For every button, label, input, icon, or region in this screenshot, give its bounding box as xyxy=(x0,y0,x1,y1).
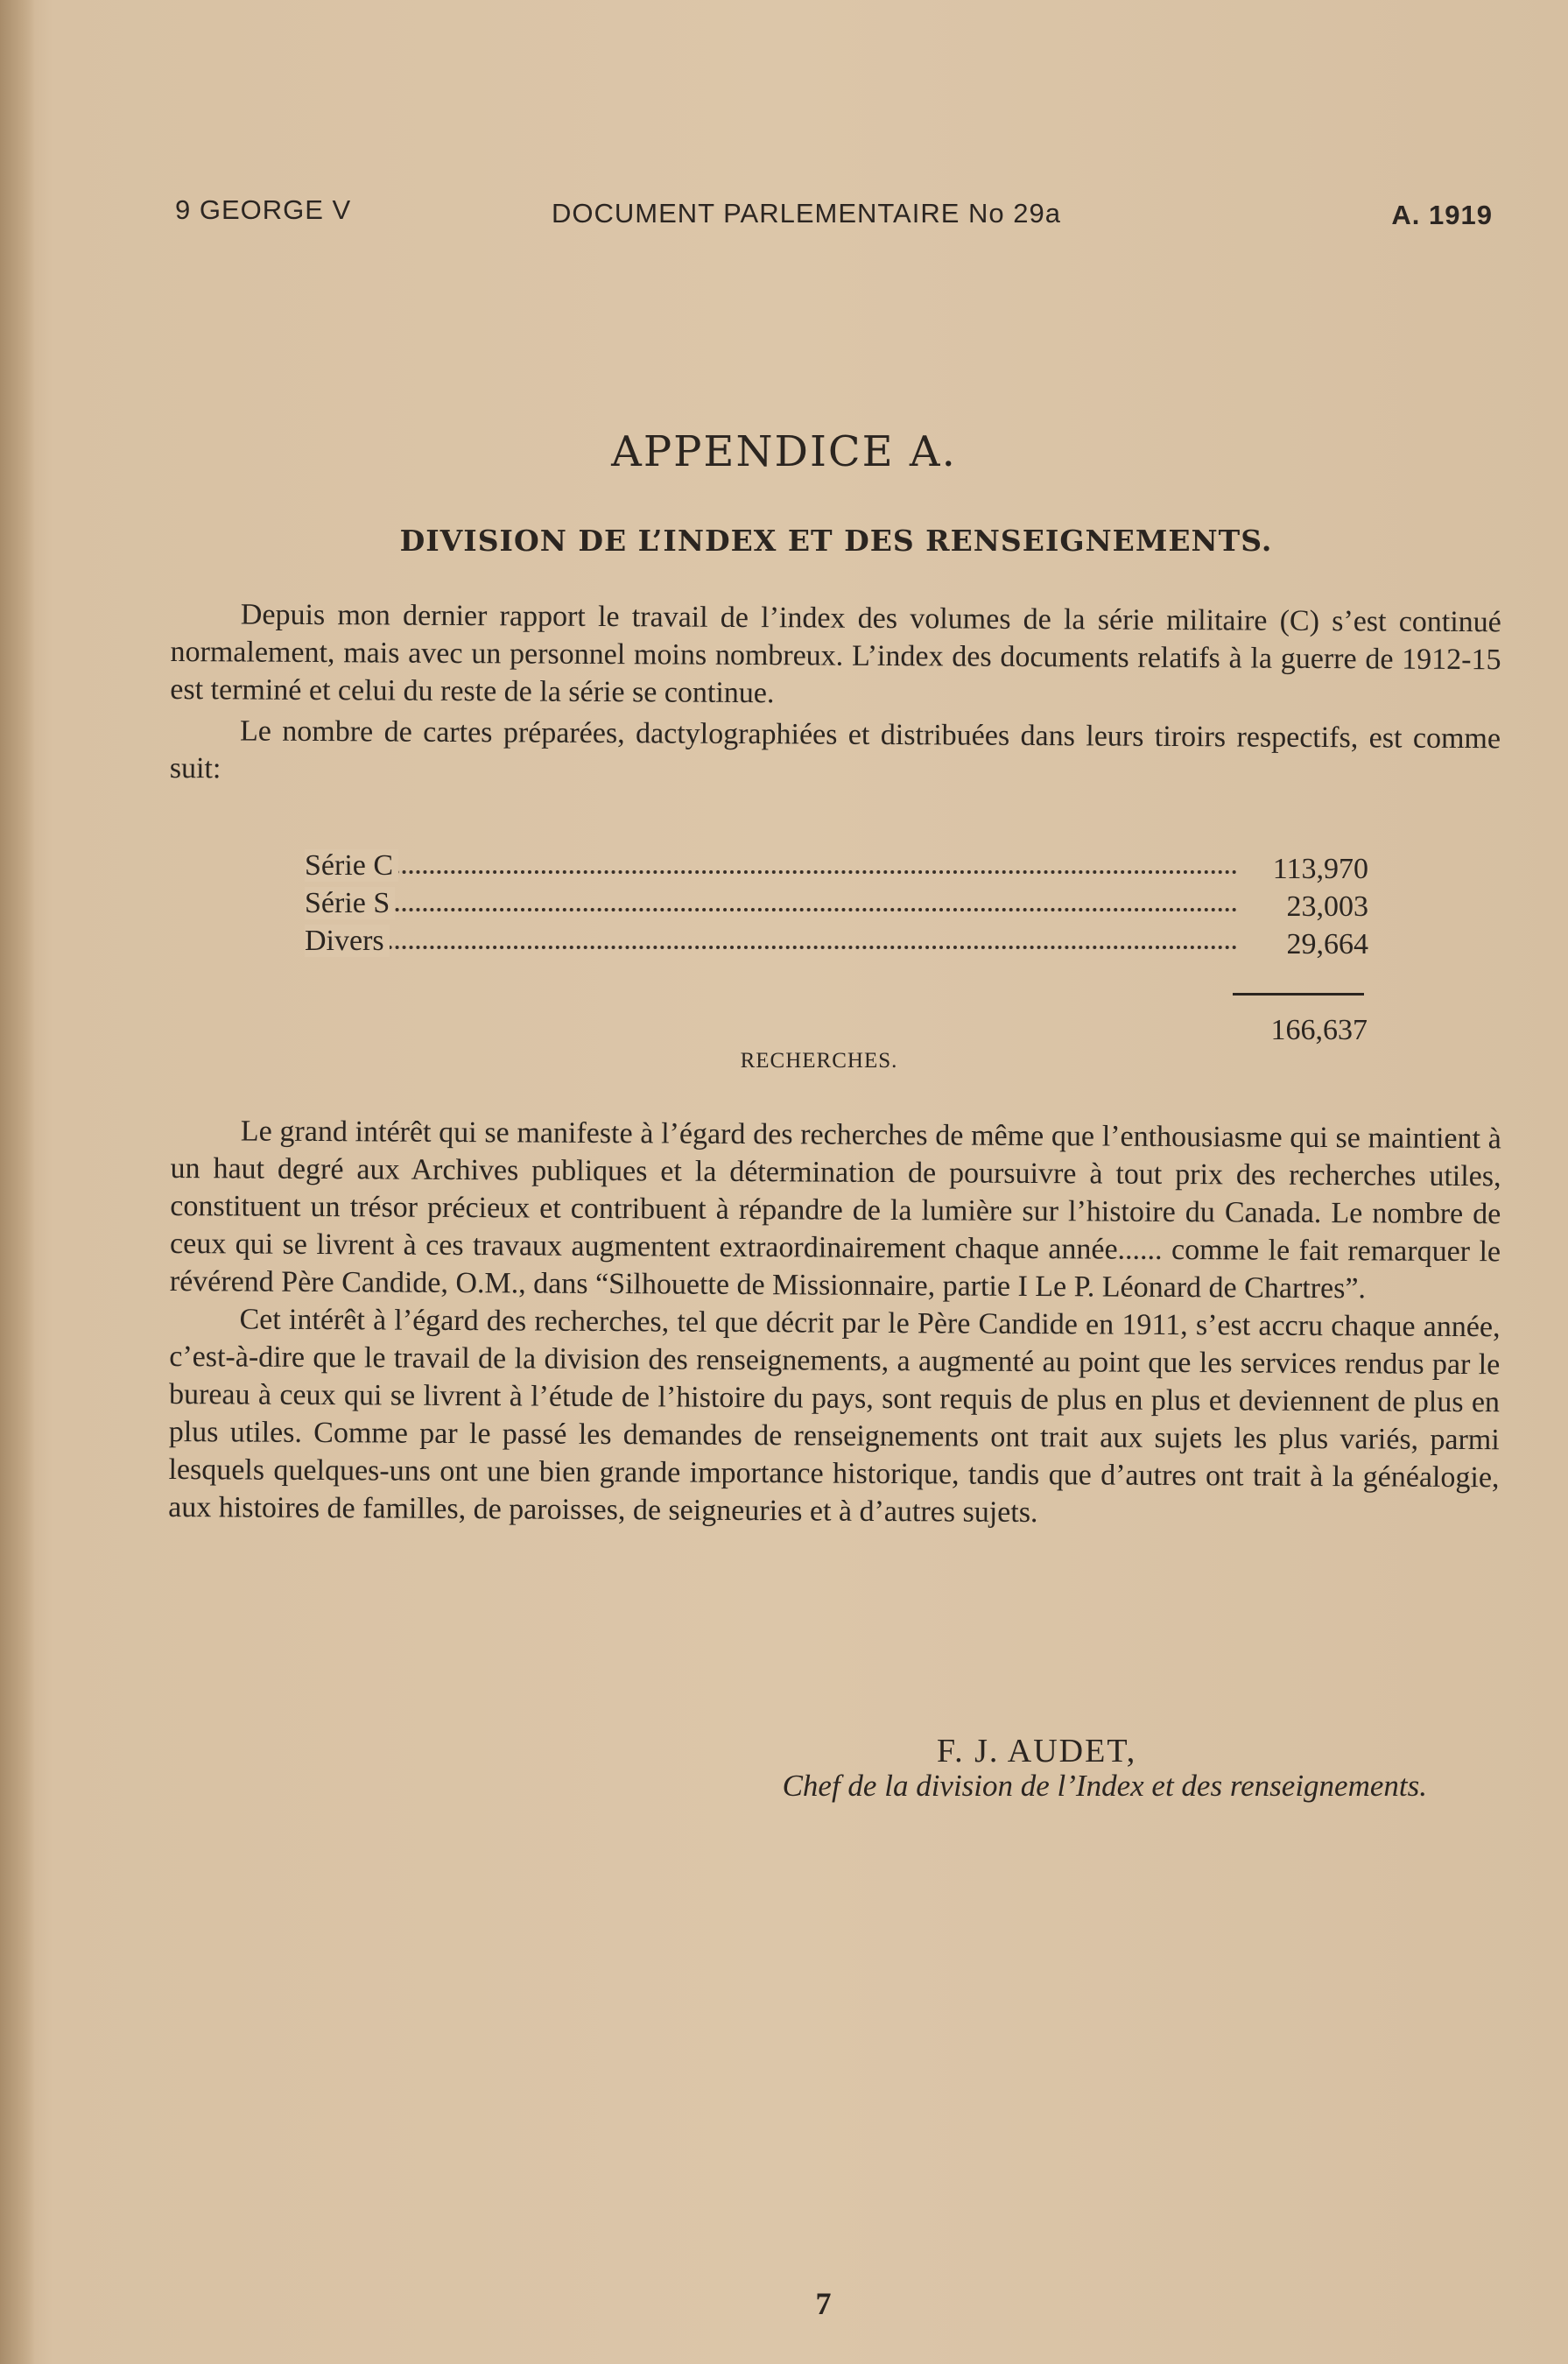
research-text xyxy=(168,1112,1501,1534)
stat-value: 113,970 xyxy=(1272,853,1368,885)
signature-name: F. J. AUDET, xyxy=(937,1733,1137,1769)
stat-value: 29,664 xyxy=(1286,928,1368,960)
header-left: 9 GEORGE V xyxy=(175,194,352,225)
stat-label: Série C xyxy=(305,849,398,882)
paragraph: Le grand intérêt qui se manifeste à l’égard des recherches de même que l’enthousiasme qui se maintient à un haut degré aux Archives publiques et la détermination de poursuivre à tout prix des recherches utiles, constituent un trésor précieux et contribuent à répandre de la lumière sur l’histoire du Canada. Le nombre de ceux qui se livrent à ces travaux augmentent extraordinairement chaque année...... comme le fait remarquer le révérend Père Candide, O.M., dans “Silhouette de Missionnaire, partie I Le P. Léonard de Chartres”. xyxy=(169,1115,1501,1305)
section-heading: RECHERCHES. xyxy=(740,1049,898,1073)
stat-row-serie-s xyxy=(305,887,1368,925)
page-subtitle: DIVISION DE L’INDEX ET DES RENSEIGNEMENTS. xyxy=(399,524,1273,558)
signature-title: Chef de la division de l’Index et des renseignements. xyxy=(782,1769,1427,1803)
paragraph: Cet intérêt à l’égard des recherches, tel que décrit par le Père Candide en 1911, s’est accru chaque année, c’est-à-dire que le travail de la division des renseignements, a augmenté au point que les services rendus par le bureau à ceux qui se livrent à l’étude de l’histoire du pays, sont requis de plus en plus et deviennent de plus en plus utiles. Comme par le passé les demandes de renseignements ont trait aux sujets les plus variés, parmi lesquels quelques-uns ont une bien grande importance historique, tandis que d’autres ont trait à la généalogie, aux histoires de familles, de paroisses, de seigneuries et à d’autres sujets. xyxy=(168,1303,1501,1530)
stat-row-serie-c xyxy=(305,849,1368,888)
page-binding-edge xyxy=(0,0,35,2364)
stat-label: Divers xyxy=(305,925,390,957)
dot-leader xyxy=(305,908,1237,911)
stat-label: Série S xyxy=(305,887,395,919)
total-rule xyxy=(1233,993,1364,996)
header-center: DOCUMENT PARLEMENTAIRE No 29a xyxy=(552,198,1061,229)
dot-leader xyxy=(305,870,1237,874)
page-title: APPENDICE A. xyxy=(611,427,957,476)
header-right: A. 1919 xyxy=(1391,200,1493,230)
stat-row-divers xyxy=(305,925,1368,963)
page-number: 7 xyxy=(815,2286,832,2321)
running-header xyxy=(175,194,1493,229)
paragraph: Le nombre de cartes préparées, dactylographiées et distribuées dans leurs tiroirs respectifs, est comme suit: xyxy=(169,714,1501,785)
total-value: 166,637 xyxy=(1270,1014,1368,1046)
intro-text xyxy=(170,595,1501,795)
paragraph: Depuis mon dernier rapport le travail de l’index des volumes de la série militaire (C) s’est continué normalement, mais avec un personnel moins nombreux. L’index des documents relatifs à la guerre de 1912-15 est terminé et celui du reste de la série se continue. xyxy=(170,598,1501,710)
stat-value: 23,003 xyxy=(1286,890,1368,923)
dot-leader xyxy=(305,946,1237,949)
